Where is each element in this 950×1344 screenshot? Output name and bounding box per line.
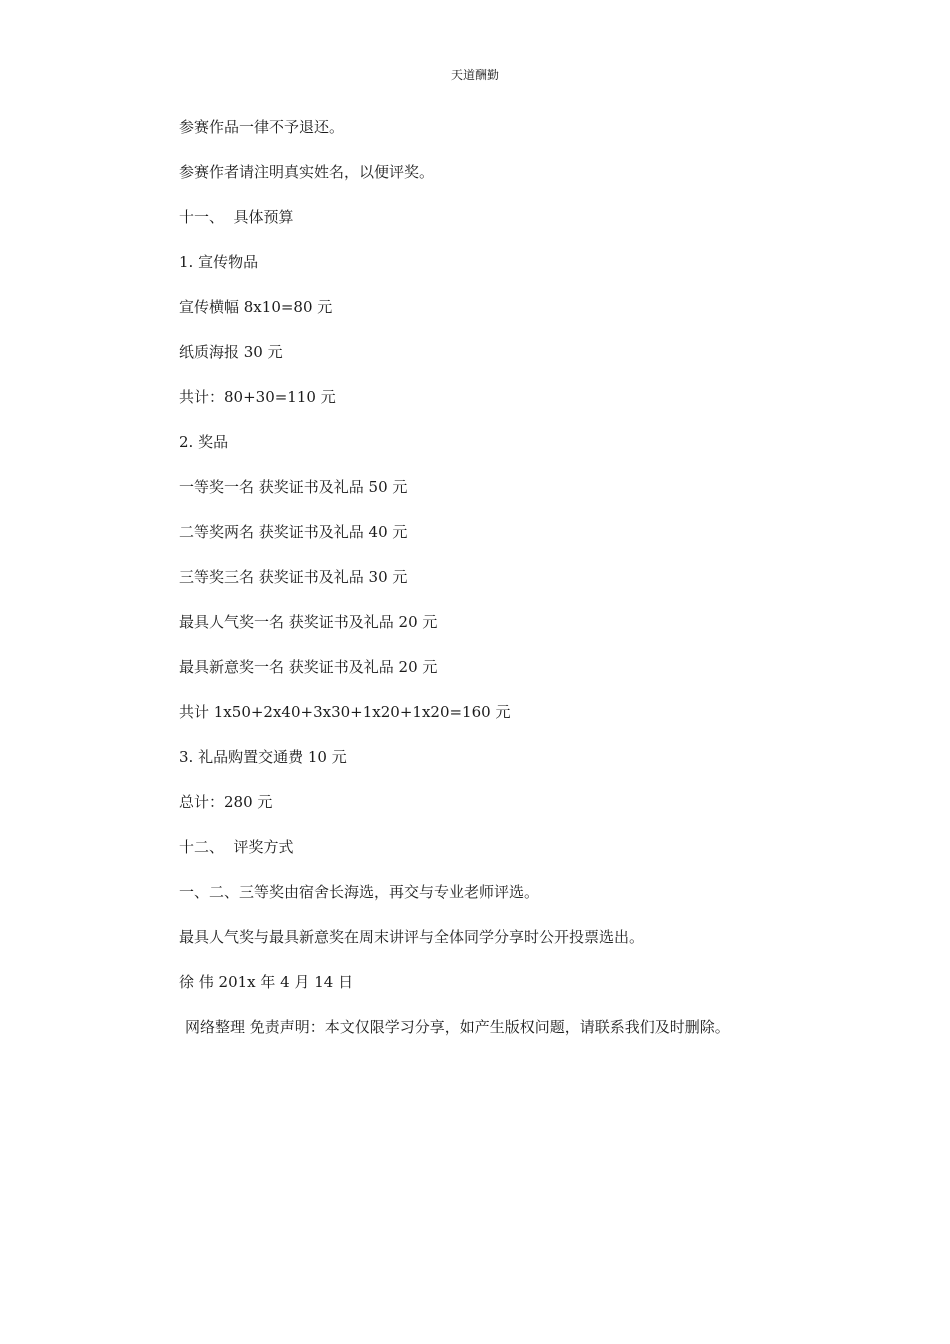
rule-real-name: 参赛作者请注明真实姓名，以便评奖。 bbox=[179, 163, 435, 181]
prize-first: 一等奖一名 获奖证书及礼品 50 元 bbox=[179, 478, 408, 496]
subheading-promo-items: 1. 宣传物品 bbox=[179, 253, 259, 271]
prize-third: 三等奖三名 获奖证书及礼品 30 元 bbox=[179, 568, 408, 586]
budget-item-poster: 纸质海报 30 元 bbox=[179, 343, 283, 361]
disclaimer: 网络整理 免责声明：本文仅限学习分享，如产生版权问题，请联系我们及时删除。 bbox=[185, 1018, 730, 1036]
prize-most-creative: 最具新意奖一名 获奖证书及礼品 20 元 bbox=[179, 658, 438, 676]
page-header: 天道酬勤 bbox=[450, 68, 499, 82]
subheading-prizes: 2. 奖品 bbox=[179, 433, 229, 451]
section-heading-judging: 十二、 评奖方式 bbox=[179, 838, 294, 856]
section-heading-budget: 十一、 具体预算 bbox=[179, 208, 294, 226]
budget-item-banner: 宣传横幅 8x10=80 元 bbox=[179, 298, 333, 316]
prize-second: 二等奖两名 获奖证书及礼品 40 元 bbox=[179, 523, 408, 541]
judging-rule-main-prizes: 一、二、三等奖由宿舍长海选，再交与专业老师评选。 bbox=[179, 883, 540, 901]
rule-no-return: 参赛作品一律不予退还。 bbox=[179, 118, 345, 136]
budget-item-transport: 3. 礼品购置交通费 10 元 bbox=[179, 748, 347, 766]
prize-most-popular: 最具人气奖一名 获奖证书及礼品 20 元 bbox=[179, 613, 438, 631]
author-date: 徐 伟 201x 年 4 月 14 日 bbox=[179, 973, 354, 991]
grand-total: 总计：280 元 bbox=[179, 793, 273, 811]
subtotal-prizes: 共计 1x50+2x40+3x30+1x20+1x20=160 元 bbox=[179, 703, 511, 721]
judging-rule-special-prizes: 最具人气奖与最具新意奖在周末讲评与全体同学分享时公开投票选出。 bbox=[179, 928, 645, 946]
subtotal-promo: 共计：80+30=110 元 bbox=[179, 388, 336, 406]
